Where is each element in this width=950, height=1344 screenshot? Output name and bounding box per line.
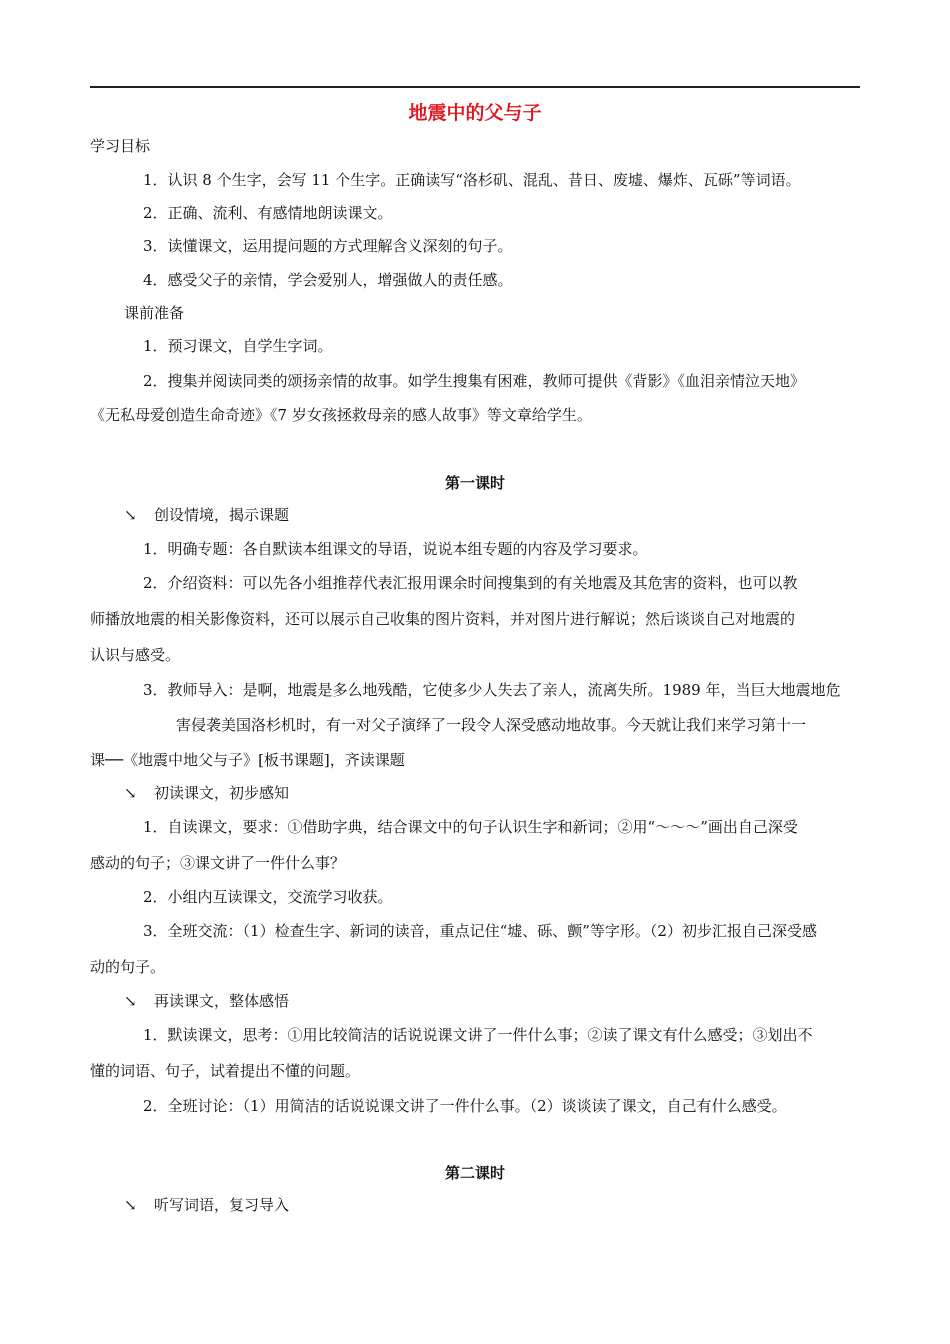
goal-item: 4．感受父子的亲情，学会爱别人，增强做人的责任感。 [143, 271, 513, 289]
lesson-two-heading: 第二课时 [444, 1164, 505, 1182]
arrow-icon: ↘ [124, 506, 137, 524]
paragraph-line: 感动的句子；③课文讲了一件什么事？ [90, 854, 346, 872]
goals-label: 学习目标 [90, 137, 151, 155]
prep-item: 1．预习课文，自学生字词。 [143, 337, 333, 355]
paragraph-line: 懂的词语、句子，试着提出不懂的问题。 [90, 1062, 361, 1080]
paragraph-line: 1．默读课文，思考：①用比较简洁的话说说课文讲了一件什么事；②读了课文有什么感受；③划出不 [143, 1026, 813, 1044]
paragraph-line: 3．全班交流：（1）检查生字、新词的读音，重点记住“墟、砾、颤”等字形。（2）初步汇报自己深受感 [143, 922, 817, 940]
paragraph-line: 2．全班讨论：（1）用简洁的话说说课文讲了一件什么事。（2）谈谈读了课文，自己有什么感受。 [143, 1097, 787, 1115]
lesson-one-heading: 第一课时 [444, 474, 505, 492]
goal-item: 1．认识 8 个生字，会写 11 个生字。正确读写“洛杉矶、混乱、昔日、废墟、爆炸、瓦砾”等词语。 [143, 171, 801, 189]
paragraph-line: 课──《地震中地父与子》[板书课题]，齐读课题 [90, 751, 405, 769]
paragraph-line: 1．自读课文，要求：①借助字典，结合课文中的句子认识生字和新词；②用“～～～”画出自己深受 [143, 818, 798, 836]
prep-label: 课前准备 [124, 304, 185, 322]
document-title: 地震中的父与子 [408, 102, 542, 124]
paragraph-line: 2．小组内互读课文，交流学习收获。 [143, 888, 393, 906]
section-title: ↘ 初读课文，初步感知 [124, 784, 290, 802]
paragraph-line: 师播放地震的相关影像资料，还可以展示自己收集的图片资料，并对图片进行解说；然后谈谈自己对地震的 [90, 610, 796, 628]
section-title: ↘ 再读课文，整体感悟 [124, 992, 290, 1010]
arrow-icon: ↘ [124, 1196, 137, 1214]
section-title: ↘ 听写词语，复习导入 [124, 1196, 290, 1214]
arrow-icon: ↘ [124, 784, 137, 802]
goal-item: 3．读懂课文，运用提问题的方式理解含义深刻的句子。 [143, 237, 513, 255]
paragraph-line: 2．介绍资料：可以先各小组推荐代表汇报用课余时间搜集到的有关地震及其危害的资料，也可以教 [143, 574, 798, 592]
paragraph-line: 认识与感受。 [90, 646, 181, 664]
paragraph-line: 害侵袭美国洛杉机时，有一对父子演绎了一段令人深受感动地故事。今天就让我们来学习第十一 [176, 716, 807, 734]
paragraph-line: 动的句子。 [90, 958, 166, 976]
section-title: ↘ 创设情境，揭示课题 [124, 506, 290, 524]
goal-item: 2．正确、流利、有感情地朗读课文。 [143, 204, 393, 222]
prep-item: 2．搜集并阅读同类的颂扬亲情的故事。如学生搜集有困难，教师可提供《背影》《血泪亲情泣天地》 [143, 372, 806, 390]
paragraph-line: 1．明确专题：各自默读本组课文的导语，说说本组专题的内容及学习要求。 [143, 540, 648, 558]
arrow-icon: ↘ [124, 992, 137, 1010]
paragraph-line: 3．教师导入：是啊，地震是多么地残酷，它使多少人失去了亲人，流离失所。1989 年，当巨大地震地危 [143, 681, 841, 699]
header-rule [90, 86, 860, 88]
prep-item-continued: 《无私母爱创造生命奇迹》《7 岁女孩拯救母亲的感人故事》等文章给学生。 [90, 406, 592, 424]
